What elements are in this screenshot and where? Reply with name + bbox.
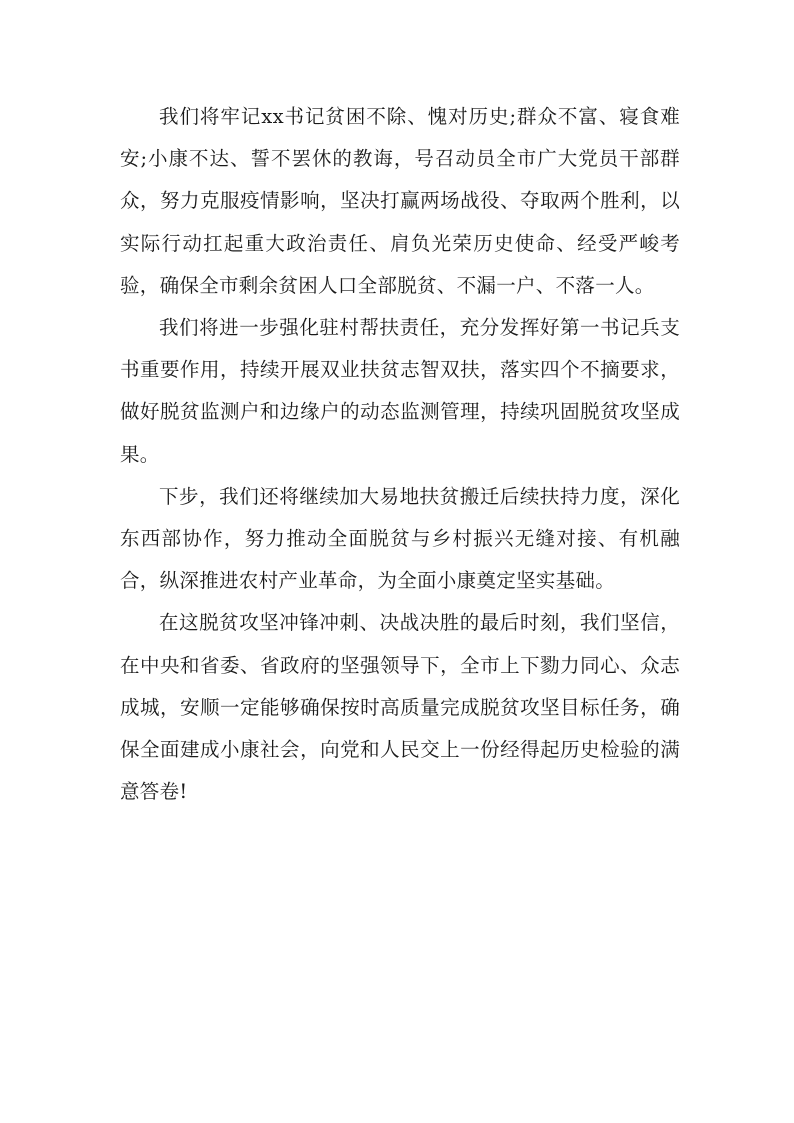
paragraph-1: 我们将牢记xx书记贫困不除、愧对历史;群众不富、寝食难安;小康不达、誓不罢休的教诲，号召动员全市广大党员干部群众，努力克服疫情影响，坚决打赢两场战役、夺取两个胜利，以实际行动扛起重大政治责任、肩负光荣历史使命、经受严峻考验，确保全市剩余贫困人口全部脱贫、不漏一户、不落一人。	[120, 105, 680, 297]
paragraph-4: 在这脱贫攻坚冲锋冲刺、决战决胜的最后时刻，我们坚信，在中央和省委、省政府的坚强领导下，全市上下勠力同心、众志成城，安顺一定能够确保按时高质量完成脱贫攻坚目标任务，确保全面建成小康社会，向党和人民交上一份经得起历史检验的满意答卷!	[120, 611, 680, 804]
document-body	[120, 96, 680, 813]
paragraph-3: 下步，我们还将继续加大易地扶贫搬迁后续扶持力度，深化东西部协作，努力推动全面脱贫与乡村振兴无缝对接、有机融合，纵深推进农村产业革命，为全面小康奠定坚实基础。	[120, 484, 680, 593]
paragraph-2: 我们将进一步强化驻村帮扶责任，充分发挥好第一书记兵支书重要作用，持续开展双业扶贫志智双扶，落实四个不摘要求，做好脱贫监测户和边缘户的动态监测管理，持续巩固脱贫攻坚成果。	[120, 316, 680, 466]
